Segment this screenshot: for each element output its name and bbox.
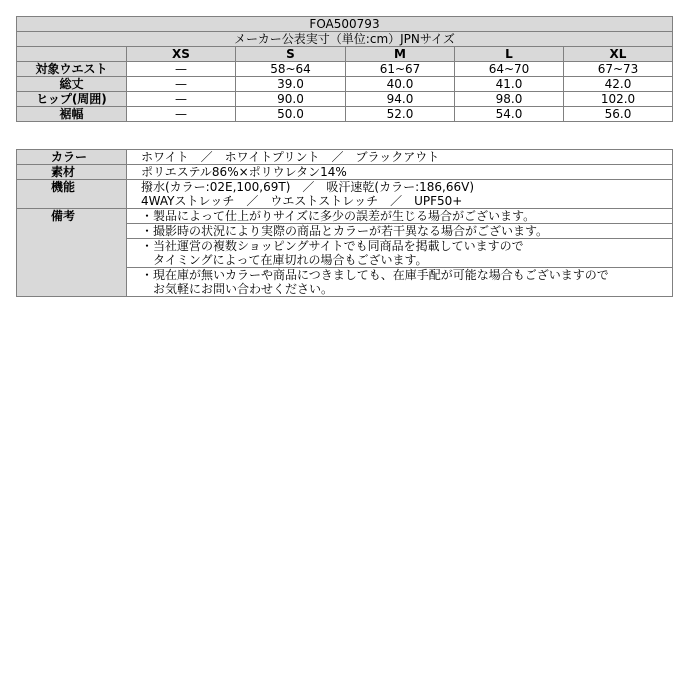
note-item xyxy=(127,209,673,224)
note-line: ・撮影時の状況により実際の商品とカラーが若干異なる場合がございます。 xyxy=(141,224,549,238)
size-cell: 61~67 xyxy=(346,62,455,77)
material-row xyxy=(17,165,673,180)
color-row xyxy=(17,150,673,165)
size-cell: — xyxy=(127,107,236,122)
notes-label: 備考 xyxy=(17,209,127,297)
size-header-l: L xyxy=(455,47,564,62)
function-line-2: 4WAYストレッチ ／ ウエストストレッチ ／ UPF50+ xyxy=(141,194,463,208)
material-value: ポリエステル86%×ポリウレタン14% xyxy=(127,165,673,180)
color-value: ホワイト ／ ホワイトプリント ／ ブラックアウト xyxy=(127,150,673,165)
size-row-hip xyxy=(17,92,673,107)
note-line-continued: タイミングによって在庫切れの場合もございます。 xyxy=(153,253,428,267)
function-line-1: 撥水(カラー:02E,100,69T) ／ 吸汗速乾(カラー:186,66V) xyxy=(141,180,474,194)
row-label: 裾幅 xyxy=(17,107,127,122)
color-label: カラー xyxy=(17,150,127,165)
note-line: ・製品によって仕上がりサイズに多少の誤差が生じる場合がございます。 xyxy=(141,209,536,223)
note-item xyxy=(127,224,673,239)
size-cell: 39.0 xyxy=(236,77,346,92)
size-cell: 90.0 xyxy=(236,92,346,107)
size-header-row xyxy=(17,47,673,62)
size-cell: 64~70 xyxy=(455,62,564,77)
note-line-continued: お気軽にお問い合わせください。 xyxy=(153,282,334,296)
size-cell: 40.0 xyxy=(346,77,455,92)
function-row xyxy=(17,180,673,209)
size-header-s: S xyxy=(236,47,346,62)
size-table-subtitle: メーカー公表実寸（単位:cm）JPNサイズ xyxy=(17,32,673,47)
size-row-waist xyxy=(17,62,673,77)
material-label: 素材 xyxy=(17,165,127,180)
size-cell: 56.0 xyxy=(564,107,673,122)
product-info-table xyxy=(16,149,673,297)
size-cell: 42.0 xyxy=(564,77,673,92)
size-cell: — xyxy=(127,62,236,77)
size-cell: 98.0 xyxy=(455,92,564,107)
size-cell: 94.0 xyxy=(346,92,455,107)
size-header-xl: XL xyxy=(564,47,673,62)
notes-row xyxy=(17,209,673,224)
size-cell: 102.0 xyxy=(564,92,673,107)
note-item xyxy=(127,268,673,297)
size-header-blank xyxy=(17,47,127,62)
size-row-hem xyxy=(17,107,673,122)
row-label: 総丈 xyxy=(17,77,127,92)
function-label: 機能 xyxy=(17,180,127,209)
size-header-m: M xyxy=(346,47,455,62)
product-code: FOA500793 xyxy=(17,17,673,32)
size-cell: 52.0 xyxy=(346,107,455,122)
size-header-xs: XS xyxy=(127,47,236,62)
size-table xyxy=(16,16,673,122)
note-line: ・現在庫が無いカラーや商品につきましても、在庫手配が可能な場合もございますので xyxy=(141,268,609,282)
size-row-length xyxy=(17,77,673,92)
size-cell: 41.0 xyxy=(455,77,564,92)
row-label: ヒップ(周囲) xyxy=(17,92,127,107)
size-cell: — xyxy=(127,77,236,92)
size-cell: 58~64 xyxy=(236,62,346,77)
note-item xyxy=(127,239,673,268)
size-cell: 54.0 xyxy=(455,107,564,122)
note-line: ・当社運営の複数ショッピングサイトでも同商品を掲載していますので xyxy=(141,239,524,253)
function-value xyxy=(127,180,673,209)
size-cell: — xyxy=(127,92,236,107)
row-label: 対象ウエスト xyxy=(17,62,127,77)
size-cell: 50.0 xyxy=(236,107,346,122)
size-cell: 67~73 xyxy=(564,62,673,77)
